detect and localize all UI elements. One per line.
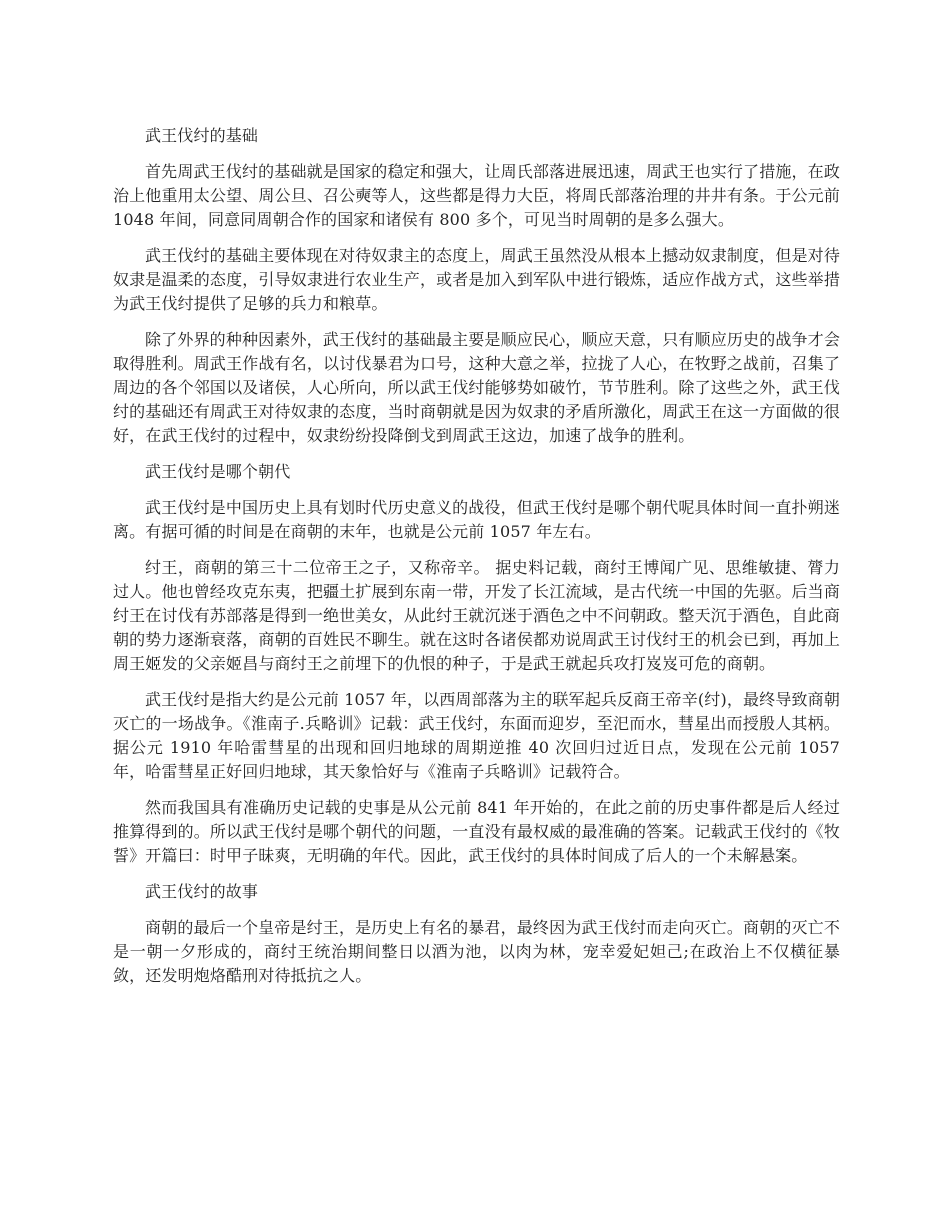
paragraph: 商朝的最后一个皇帝是纣王，是历史上有名的暴君，最终因为武王伐纣而走向灭亡。商朝的灭亡不是一朝一夕形成的，商纣王统治期间整日以酒为池，以肉为林，宠幸爱妃妲己;在政治上不仅横征暴敛，还发明炮烙酷刑对待抵抗之人。: [113, 918, 840, 985]
section-heading-dynasty: 武王伐纣是哪个朝代: [145, 462, 291, 481]
section-heading-story: 武王伐纣的故事: [145, 882, 259, 901]
document-body: [113, 124, 840, 1000]
paragraph: 纣王，商朝的第三十二位帝王之子，又称帝辛。 据史料记载，商纣王博闻广见、思维敏捷、膂力过人。他也曾经攻克东夷，把疆土扩展到东南一带，开发了长江流域，是古代统一中国的先驱。后当商纣王在讨伐有苏部落是得到一绝世美女，从此纣王就沉迷于酒色之中不问朝政。整天沉于酒色，自此商朝的势力逐渐衰落，商朝的百姓民不聊生。就在这时各诸侯都劝说周武王讨伐纣王的机会已到，再加上周王姬发的父亲姬昌与商纣王之前埋下的仇恨的种子，于是武王就起兵攻打岌岌可危的商朝。: [113, 558, 840, 673]
paragraph: 武王伐纣的基础主要体现在对待奴隶主的态度上，周武王虽然没从根本上撼动奴隶制度，但是对待奴隶是温柔的态度，引导奴隶进行农业生产，或者是加入到军队中进行锻炼，适应作战方式，这些举措为武王伐纣提供了足够的兵力和粮草。: [113, 246, 840, 313]
paragraph: 除了外界的种种因素外，武王伐纣的基础最主要是顺应民心，顺应天意，只有顺应历史的战争才会取得胜利。周武王作战有名，以讨伐暴君为口号，这种大意之举，拉拢了人心，在牧野之战前，召集了周边的各个邻国以及诸侯，人心所向，所以武王伐纣能够势如破竹，节节胜利。除了这些之外，武王伐纣的基础还有周武王对待奴隶的态度，当时商朝就是因为奴隶的矛盾所激化，周武王在这一方面做的很好，在武王伐纣的过程中，奴隶纷纷投降倒戈到周武王这边，加速了战争的胜利。: [113, 330, 840, 445]
paragraph: 武王伐纣是中国历史上具有划时代历史意义的战役，但武王伐纣是哪个朝代呢具体时间一直扑朔迷离。有据可循的时间是在商朝的末年，也就是公元前 1057 年左右。: [113, 498, 840, 541]
paragraph: 首先周武王伐纣的基础就是国家的稳定和强大，让周氏部落进展迅速，周武王也实行了措施，在政治上他重用太公望、周公旦、召公奭等人，这些都是得力大臣，将周氏部落治理的井井有条。于公元前 1048 年间，同意同周朝合作的国家和诸侯有 800 多个，可见当时周朝的是多么强大。: [113, 162, 840, 229]
paragraph: 武王伐纣是指大约是公元前 1057 年，以西周部落为主的联军起兵反商王帝辛(纣)，最终导致商朝灭亡的一场战争。《淮南子.兵略训》记载：武王伐纣，东面而迎岁，至汜而水，彗星出而授殷人其柄。据公元 1910 年哈雷彗星的出现和回归地球的周期逆推 40 次回归过近日点，发现在公元前 1057 年，哈雷彗星正好回归地球，其天象恰好与《淮南子兵略训》记载符合。: [113, 690, 840, 781]
paragraph: 然而我国具有准确历史记载的史事是从公元前 841 年开始的，在此之前的历史事件都是后人经过推算得到的。所以武王伐纣是哪个朝代的问题，一直没有最权威的最准确的答案。记载武王伐纣的《牧誓》开篇曰：时甲子昧爽，无明确的年代。因此，武王伐纣的具体时间成了后人的一个未解悬案。: [113, 798, 840, 865]
section-heading-foundation: 武王伐纣的基础: [145, 126, 259, 145]
